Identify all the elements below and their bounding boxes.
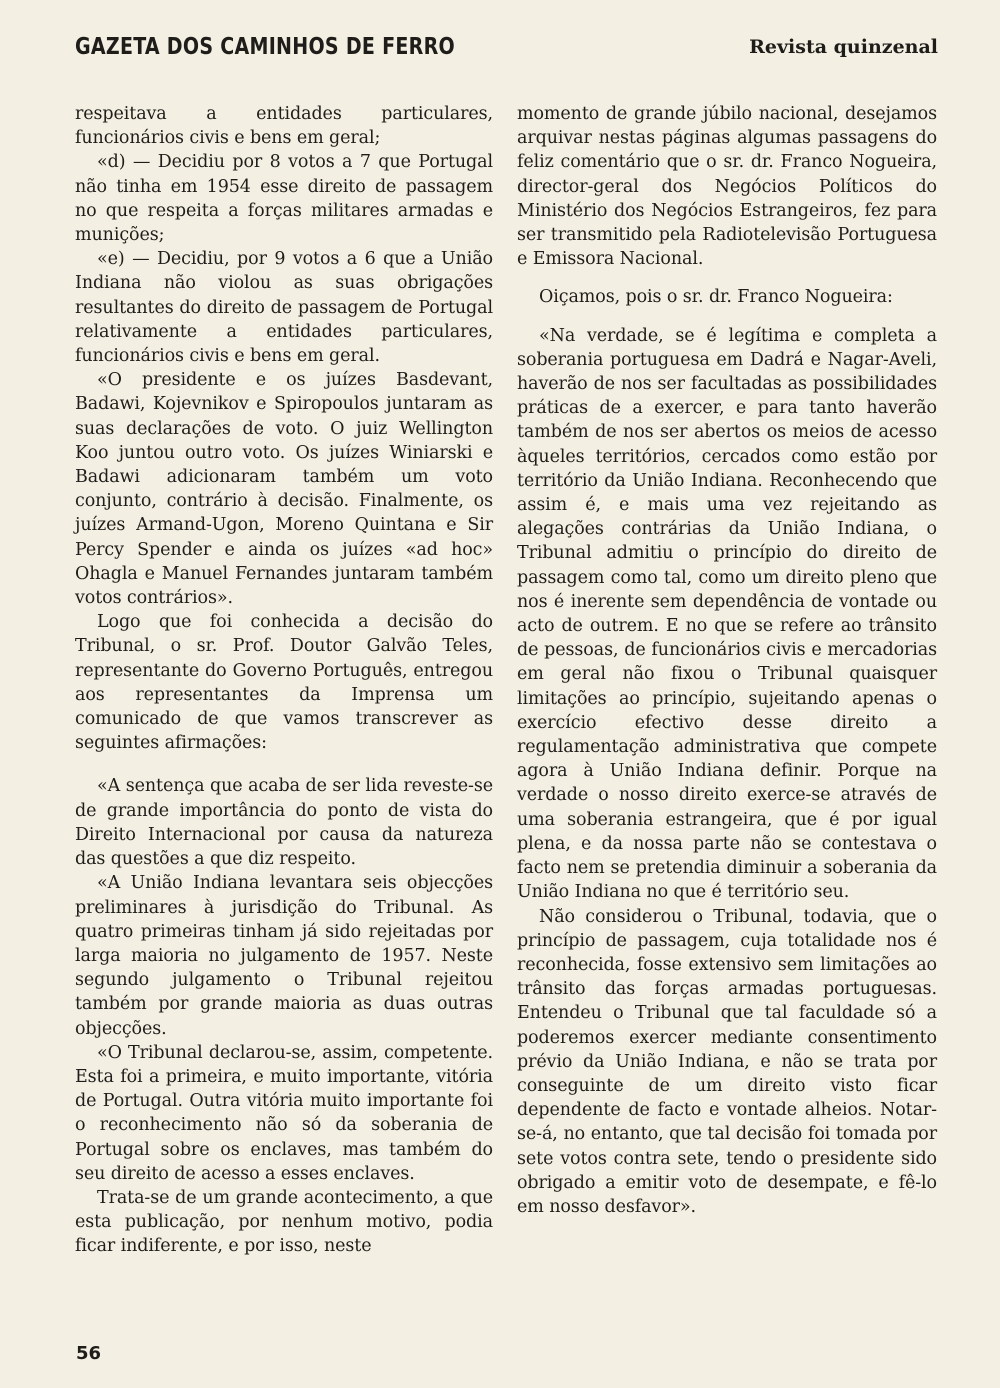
page-number: 56 (76, 1343, 102, 1364)
paragraph: «O presidente e os juízes Basdevant, Badawi, Kojevnikov e Spiropoulos juntaram as suas declarações de voto. O juiz Wellington Koo juntou outro voto. Os juízes Winiarski e Badawi adicionaram também um voto conjunto, contrário à decisão. Finalmente, os juízes Armand-Ugon, Moreno Quintana e Sir Percy Spender e ainda os juízes «ad hoc» Ohagla e Manuel Fernandes juntaram também votos contrários». (75, 370, 493, 609)
paragraph: «d) — Decidiu por 8 votos a 7 que Portugal não tinha em 1954 esse direito de passagem no que respeita a forças militares armadas e munições; (75, 152, 493, 246)
paragraph: Oiçamos, pois o sr. dr. Franco Nogueira: (539, 287, 893, 308)
paragraph: Não considerou o Tribunal, todavia, que o princípio de passagem, cuja totalidade nos é reconhecida, fosse extensivo sem limitações ao trânsito das forças armadas portuguesas. Entendeu o Tribunal que tal faculdade só a poderemos exercer mediante consentimento prévio da União Indiana, e não se trata por conseguinte de um direito visto ficar dependente de facto e vontade alheios. Notar-se-á, no entanto, que tal decisão foi tomada por sete votos contra sete, tendo o presidente sido obrigado a emitir voto de desempate, e fê-lo em nosso desfavor». (517, 906, 937, 1217)
paragraph: respeitava a entidades particulares, funcionários civis e bens em geral; (75, 104, 493, 149)
paragraph: «Na verdade, se é legítima e completa a soberania portuguesa em Dadrá e Nagar-Aveli, haverão de nos ser facultadas as possibilidades práticas de a exercer, e para tanto haverão também de nos ser abertos os meios de acesso àqueles territórios, cercados como estão por território da União Indiana. Reconhecendo que assim é, e mais uma vez rejeitando as alegações contrárias da União Indiana, o Tribunal admitiu o princípio do direito de passagem como tal, como um direito pleno que nos é inerente sem dependência de vontade ou acto de outrem. E no que se refere ao trânsito de pessoas, de funcionários civis e mercadorias em geral não fixou o Tribunal quaisquer limitações ao princípio, sujeitando apenas o exercício efectivo desse direito a regulamentação administrativa que compete agora à União Indiana definir. Porque na verdade o nosso direito exerce-se através de uma soberania estrangeira, que é por igual plena, e da nossa parte não se contestava o facto nem se pretendia diminuir a soberania da União Indiana no que é território seu. (517, 325, 937, 903)
paragraph: «O Tribunal declarou-se, assim, competente. Esta foi a primeira, e muito importante, vitória de Portugal. Outra vitória muito importante foi o reconhecimento não só da soberania de Portugal sobre os enclaves, mas também do seu direito de acesso a esses enclaves. (75, 1042, 493, 1184)
paragraph: momento de grande júbilo nacional, desejamos arquivar nestas páginas algumas passagens do feliz comentário que o sr. dr. Franco Nogueira, director-geral dos Negócios Políticos do Ministério dos Negócios Estrangeiros, fez para ser transmitido pela Radiotelevisão Portuguesa e Emissora Nacional. (517, 104, 937, 270)
right-text-column (517, 102, 937, 1219)
publication-title: GAZETA DOS CAMINHOS DE FERRO (75, 34, 455, 60)
paragraph: Trata-se de um grande acontecimento, a que esta publicação, por nenhum motivo, podia ficar indiferente, e por isso, neste (75, 1187, 493, 1257)
section-subtitle: Revista quinzenal (749, 36, 938, 58)
paragraph: «A sentença que acaba de ser lida reveste-se de grande importância do ponto de vista do Direito Internacional por causa da natureza das questões a que diz respeito. (75, 776, 493, 870)
paragraph: «e) — Decidiu, por 9 votos a 6 que a União Indiana não violou as suas obrigações resultantes do direito de passagem de Portugal relativamente a entidades particulares, funcionários civis e bens em geral. (75, 249, 493, 367)
paragraph: Logo que foi conhecida a decisão do Tribunal, o sr. Prof. Doutor Galvão Teles, representante do Governo Português, entregou aos representantes da Imprensa um comunicado de que vamos transcrever as seguintes afirmações: (75, 612, 493, 754)
left-text-column (75, 102, 493, 1259)
paragraph: «A União Indiana levantara seis objecções preliminares à jurisdição do Tribunal. As quatro primeiras tinham já sido rejeitadas por larga maioria no julgamento de 1957. Neste segundo julgamento o Tribunal rejeitou também por grande maioria as duas outras objecções. (75, 873, 493, 1039)
